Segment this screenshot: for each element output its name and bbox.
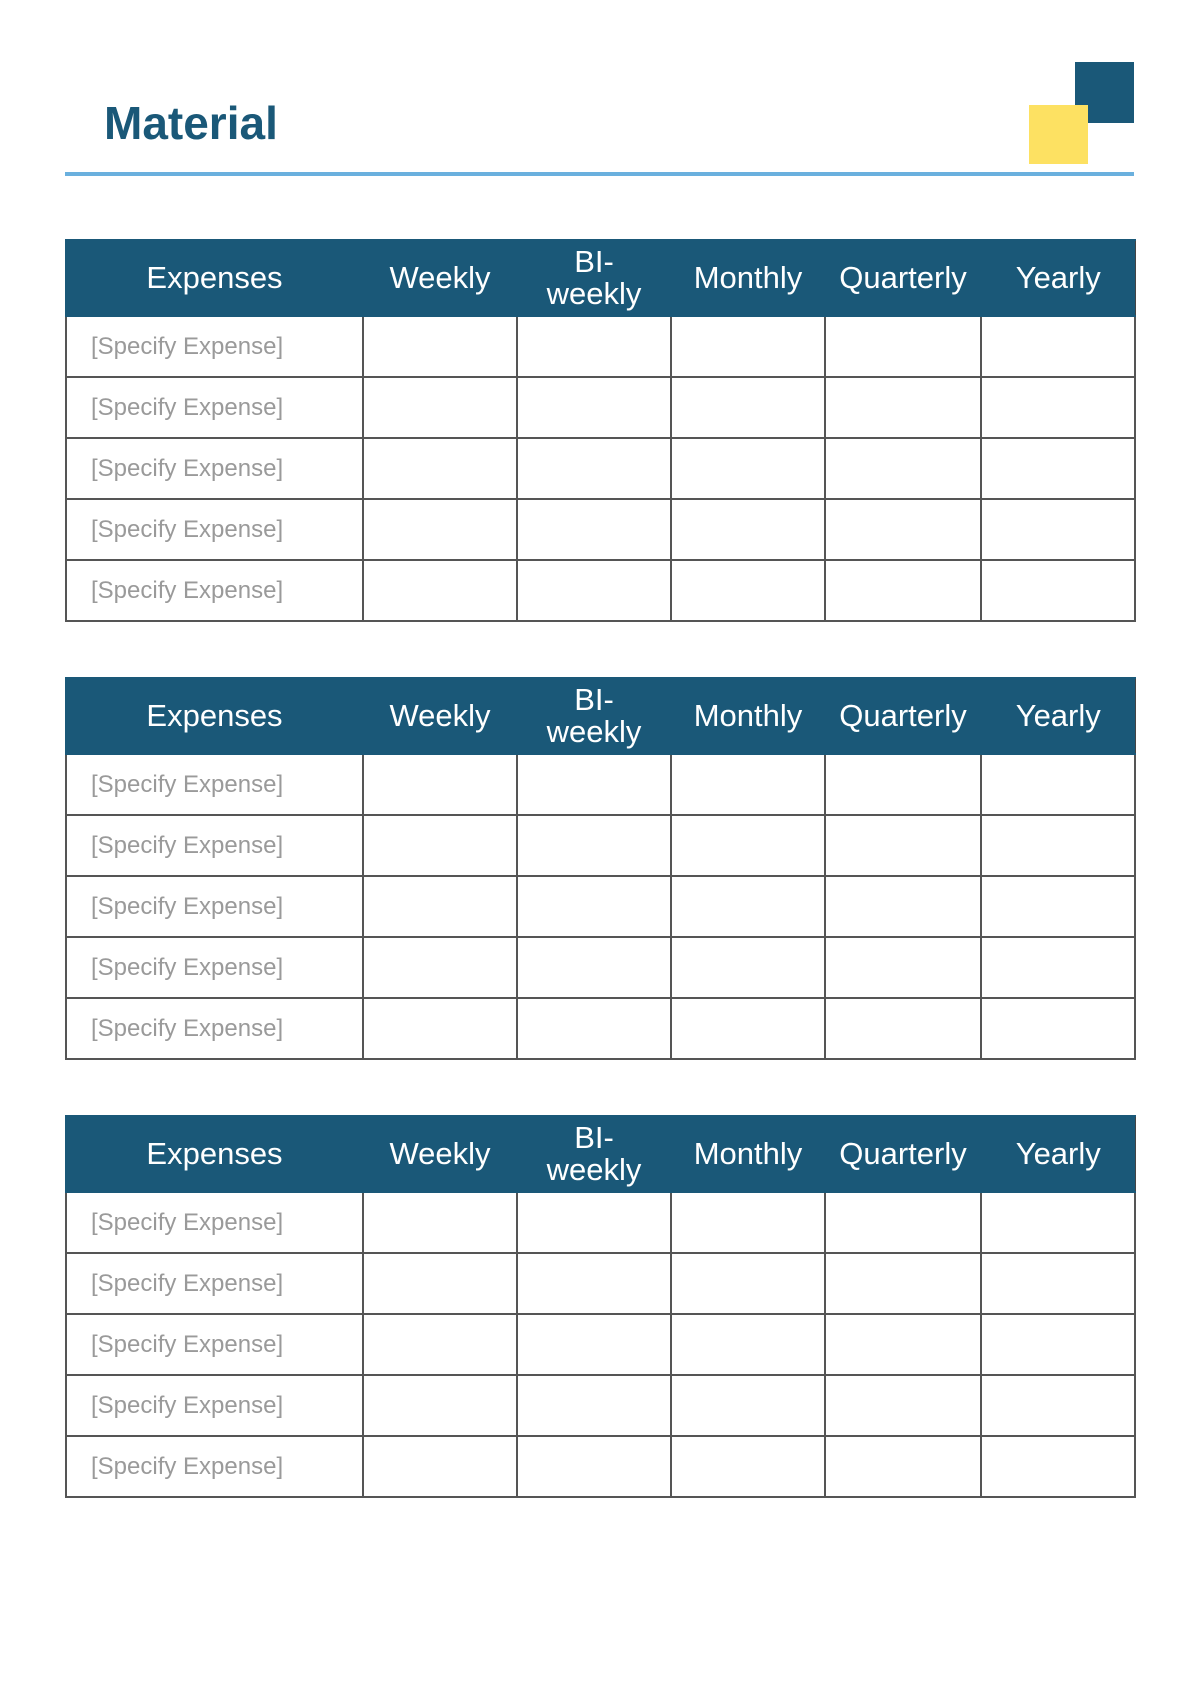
- column-header: Weekly: [363, 1116, 517, 1192]
- amount-cell[interactable]: [671, 316, 825, 377]
- amount-cell[interactable]: [671, 1375, 825, 1436]
- amount-cell[interactable]: [671, 876, 825, 937]
- page-title: Material: [104, 97, 278, 149]
- table-row: [66, 998, 1135, 1059]
- amount-cell[interactable]: [981, 754, 1135, 815]
- amount-cell[interactable]: [517, 316, 671, 377]
- amount-cell[interactable]: [363, 937, 517, 998]
- table-row: [66, 754, 1135, 815]
- amount-cell[interactable]: [981, 937, 1135, 998]
- amount-cell[interactable]: [363, 1375, 517, 1436]
- amount-cell[interactable]: [671, 1314, 825, 1375]
- amount-cell[interactable]: [671, 1192, 825, 1253]
- table-row: [66, 1375, 1135, 1436]
- expense-name-cell[interactable]: [Specify Expense]: [66, 1192, 363, 1253]
- expense-table: [65, 677, 1136, 1060]
- amount-cell[interactable]: [671, 998, 825, 1059]
- table-row: [66, 1253, 1135, 1314]
- amount-cell[interactable]: [363, 1253, 517, 1314]
- amount-cell[interactable]: [363, 815, 517, 876]
- amount-cell[interactable]: [981, 815, 1135, 876]
- amount-cell[interactable]: [671, 438, 825, 499]
- expense-name-cell[interactable]: [Specify Expense]: [66, 499, 363, 560]
- table-row: [66, 377, 1135, 438]
- decorative-square-yellow: [1029, 105, 1088, 164]
- table-row: [66, 438, 1135, 499]
- amount-cell[interactable]: [825, 876, 981, 937]
- amount-cell[interactable]: [517, 1375, 671, 1436]
- amount-cell[interactable]: [517, 815, 671, 876]
- amount-cell[interactable]: [981, 998, 1135, 1059]
- amount-cell[interactable]: [981, 560, 1135, 621]
- amount-cell[interactable]: [363, 754, 517, 815]
- amount-cell[interactable]: [981, 1375, 1135, 1436]
- amount-cell[interactable]: [517, 438, 671, 499]
- expense-name-cell[interactable]: [Specify Expense]: [66, 377, 363, 438]
- amount-cell[interactable]: [363, 1314, 517, 1375]
- table-row: [66, 1192, 1135, 1253]
- amount-cell[interactable]: [981, 1314, 1135, 1375]
- header-row: [66, 678, 1135, 754]
- expense-name-cell[interactable]: [Specify Expense]: [66, 998, 363, 1059]
- amount-cell[interactable]: [981, 876, 1135, 937]
- amount-cell[interactable]: [825, 377, 981, 438]
- amount-cell[interactable]: [671, 377, 825, 438]
- expense-name-cell[interactable]: [Specify Expense]: [66, 937, 363, 998]
- amount-cell[interactable]: [825, 754, 981, 815]
- expense-table: [65, 1115, 1136, 1498]
- table-row: [66, 316, 1135, 377]
- table-row: [66, 937, 1135, 998]
- amount-cell[interactable]: [825, 1314, 981, 1375]
- amount-cell[interactable]: [363, 1192, 517, 1253]
- column-header: Quarterly: [825, 1116, 981, 1192]
- amount-cell[interactable]: [363, 998, 517, 1059]
- expense-name-cell[interactable]: [Specify Expense]: [66, 1253, 363, 1314]
- column-header: Weekly: [363, 240, 517, 316]
- column-header: Weekly: [363, 678, 517, 754]
- column-header: Yearly: [981, 678, 1135, 754]
- amount-cell[interactable]: [671, 1436, 825, 1497]
- expense-name-cell[interactable]: [Specify Expense]: [66, 876, 363, 937]
- column-header: Monthly: [671, 1116, 825, 1192]
- amount-cell[interactable]: [517, 876, 671, 937]
- amount-cell[interactable]: [981, 1436, 1135, 1497]
- expense-name-cell[interactable]: [Specify Expense]: [66, 1314, 363, 1375]
- amount-cell[interactable]: [517, 499, 671, 560]
- column-header: Yearly: [981, 1116, 1135, 1192]
- amount-cell[interactable]: [825, 1375, 981, 1436]
- column-header: BI- weekly: [517, 678, 671, 754]
- column-header: Monthly: [671, 678, 825, 754]
- table-row: [66, 560, 1135, 621]
- column-header: Quarterly: [825, 240, 981, 316]
- amount-cell[interactable]: [517, 998, 671, 1059]
- header-row: [66, 1116, 1135, 1192]
- expense-name-cell[interactable]: [Specify Expense]: [66, 1375, 363, 1436]
- column-header: Monthly: [671, 240, 825, 316]
- amount-cell[interactable]: [363, 316, 517, 377]
- amount-cell[interactable]: [825, 1253, 981, 1314]
- amount-cell[interactable]: [363, 560, 517, 621]
- amount-cell[interactable]: [363, 438, 517, 499]
- amount-cell[interactable]: [671, 1253, 825, 1314]
- amount-cell[interactable]: [825, 1436, 981, 1497]
- amount-cell[interactable]: [825, 937, 981, 998]
- expense-name-cell[interactable]: [Specify Expense]: [66, 1436, 363, 1497]
- column-header: BI- weekly: [517, 240, 671, 316]
- amount-cell[interactable]: [981, 438, 1135, 499]
- amount-cell[interactable]: [825, 1192, 981, 1253]
- amount-cell[interactable]: [671, 499, 825, 560]
- amount-cell[interactable]: [825, 499, 981, 560]
- amount-cell[interactable]: [363, 499, 517, 560]
- amount-cell[interactable]: [363, 876, 517, 937]
- amount-cell[interactable]: [981, 1192, 1135, 1253]
- table-row: [66, 1314, 1135, 1375]
- amount-cell[interactable]: [363, 1436, 517, 1497]
- amount-cell[interactable]: [517, 1436, 671, 1497]
- table-row: [66, 499, 1135, 560]
- column-header: Expenses: [66, 1116, 363, 1192]
- amount-cell[interactable]: [517, 1253, 671, 1314]
- amount-cell[interactable]: [671, 937, 825, 998]
- amount-cell[interactable]: [517, 937, 671, 998]
- amount-cell[interactable]: [517, 1314, 671, 1375]
- amount-cell[interactable]: [825, 815, 981, 876]
- column-header: Quarterly: [825, 678, 981, 754]
- amount-cell[interactable]: [825, 438, 981, 499]
- amount-cell[interactable]: [517, 560, 671, 621]
- column-header: Yearly: [981, 240, 1135, 316]
- amount-cell[interactable]: [671, 560, 825, 621]
- amount-cell[interactable]: [671, 815, 825, 876]
- column-header: Expenses: [66, 678, 363, 754]
- expense-name-cell[interactable]: [Specify Expense]: [66, 815, 363, 876]
- amount-cell[interactable]: [517, 1192, 671, 1253]
- column-header: BI- weekly: [517, 1116, 671, 1192]
- expense-name-cell[interactable]: [Specify Expense]: [66, 560, 363, 621]
- amount-cell[interactable]: [981, 1253, 1135, 1314]
- table-row: [66, 815, 1135, 876]
- amount-cell[interactable]: [825, 998, 981, 1059]
- amount-cell[interactable]: [981, 377, 1135, 438]
- expense-name-cell[interactable]: [Specify Expense]: [66, 316, 363, 377]
- expense-name-cell[interactable]: [Specify Expense]: [66, 754, 363, 815]
- amount-cell[interactable]: [825, 560, 981, 621]
- amount-cell[interactable]: [981, 499, 1135, 560]
- column-header: Expenses: [66, 240, 363, 316]
- amount-cell[interactable]: [981, 316, 1135, 377]
- amount-cell[interactable]: [363, 377, 517, 438]
- amount-cell[interactable]: [825, 316, 981, 377]
- amount-cell[interactable]: [517, 754, 671, 815]
- amount-cell[interactable]: [517, 377, 671, 438]
- table-row: [66, 1436, 1135, 1497]
- table-row: [66, 876, 1135, 937]
- header-row: [66, 240, 1135, 316]
- amount-cell[interactable]: [671, 754, 825, 815]
- title-divider: [65, 172, 1134, 176]
- expense-table: [65, 239, 1136, 622]
- expense-name-cell[interactable]: [Specify Expense]: [66, 438, 363, 499]
